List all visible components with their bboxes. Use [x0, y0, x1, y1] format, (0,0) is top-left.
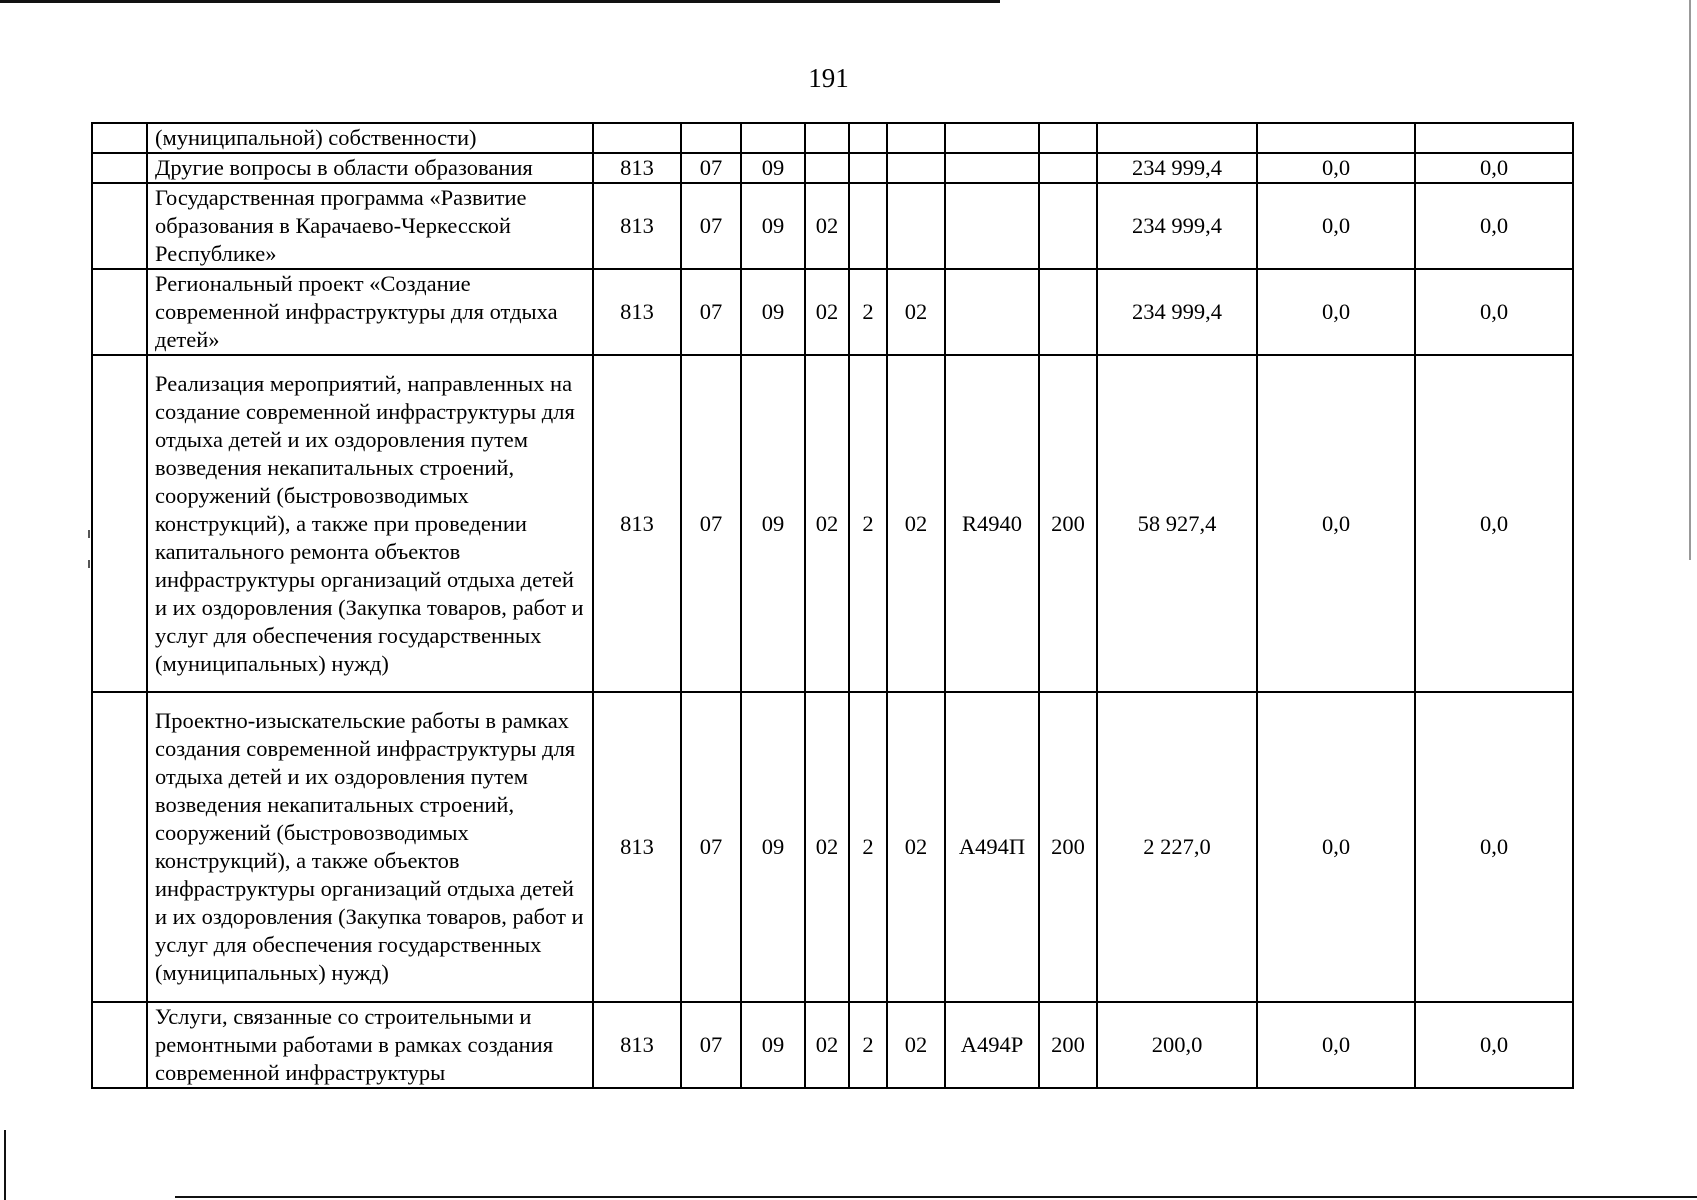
cell-sum3	[1415, 123, 1573, 153]
cell-dir	[945, 123, 1039, 153]
cell-prog	[805, 123, 849, 153]
cell-vr	[1039, 123, 1097, 153]
cell-sub	[849, 153, 887, 183]
cell-ev	[887, 183, 945, 269]
cell-sum2	[1257, 123, 1415, 153]
cell-sum1: 200,0	[1097, 1002, 1257, 1088]
cell-vr	[1039, 183, 1097, 269]
cell-sum3: 0,0	[1415, 692, 1573, 1002]
cell-sum2: 0,0	[1257, 183, 1415, 269]
budget-table	[91, 122, 1574, 1089]
cell-index	[92, 183, 147, 269]
scan-edge-top	[0, 0, 1000, 3]
cell-prog	[805, 153, 849, 183]
cell-name: Региональный проект «Создание современной инфраструктуры для отдыха детей»	[147, 269, 593, 355]
cell-dir	[945, 269, 1039, 355]
cell-rz: 07	[681, 269, 741, 355]
cell-sub: 2	[849, 355, 887, 692]
table-row	[92, 355, 1573, 692]
scan-edge-bottom	[175, 1196, 1697, 1198]
cell-sum3: 0,0	[1415, 355, 1573, 692]
cell-sum1: 234 999,4	[1097, 153, 1257, 183]
cell-pr: 09	[741, 1002, 805, 1088]
cell-index	[92, 1002, 147, 1088]
cell-gr	[593, 123, 681, 153]
cell-name: Услуги, связанные со строительными и ремонтными работами в рамках создания современной инфраструктуры	[147, 1002, 593, 1088]
cell-name: Государственная программа «Развитие образования в Карачаево-Черкесской Республике»	[147, 183, 593, 269]
cell-ev	[887, 153, 945, 183]
cell-pr: 09	[741, 269, 805, 355]
table-row	[92, 692, 1573, 1002]
cell-dir: А494П	[945, 692, 1039, 1002]
cell-vr: 200	[1039, 692, 1097, 1002]
cell-sum1	[1097, 123, 1257, 153]
cell-index	[92, 153, 147, 183]
cell-gr: 813	[593, 183, 681, 269]
cell-sum2: 0,0	[1257, 355, 1415, 692]
page-number: 191	[808, 63, 849, 93]
scan-edge-left	[4, 1130, 6, 1200]
cell-prog: 02	[805, 692, 849, 1002]
cell-vr	[1039, 269, 1097, 355]
cell-dir	[945, 153, 1039, 183]
cell-sub	[849, 123, 887, 153]
cell-index	[92, 355, 147, 692]
cell-gr: 813	[593, 692, 681, 1002]
cell-sub	[849, 183, 887, 269]
cell-rz: 07	[681, 692, 741, 1002]
table-row	[92, 183, 1573, 269]
cell-pr: 09	[741, 692, 805, 1002]
cell-sub: 2	[849, 1002, 887, 1088]
cell-sum3: 0,0	[1415, 269, 1573, 355]
scan-mark	[88, 530, 90, 538]
cell-sum2: 0,0	[1257, 1002, 1415, 1088]
cell-index	[92, 269, 147, 355]
cell-name: Реализация мероприятий, направленных на создание современной инфраструктуры для отдыха детей и их оздоровления путем возведения некапитальных строений, сооружений (быстровозводимых конструкций), а также при проведении капитального ремонта объектов инфраструктуры организаций отдыха детей и их оздоровления (Закупка товаров, работ и услуг для обеспечения государственных (муниципальных) нужд)	[147, 355, 593, 692]
table-row	[92, 1002, 1573, 1088]
cell-sum3: 0,0	[1415, 153, 1573, 183]
cell-ev: 02	[887, 269, 945, 355]
cell-name: Другие вопросы в области образования	[147, 153, 593, 183]
cell-gr: 813	[593, 355, 681, 692]
cell-gr: 813	[593, 269, 681, 355]
cell-name: (муниципальной) собственности)	[147, 123, 593, 153]
cell-sum2: 0,0	[1257, 269, 1415, 355]
table-row	[92, 123, 1573, 153]
cell-rz: 07	[681, 153, 741, 183]
cell-sum1: 2 227,0	[1097, 692, 1257, 1002]
cell-rz: 07	[681, 1002, 741, 1088]
cell-pr: 09	[741, 355, 805, 692]
cell-rz: 07	[681, 355, 741, 692]
cell-gr: 813	[593, 1002, 681, 1088]
cell-sub: 2	[849, 692, 887, 1002]
cell-dir	[945, 183, 1039, 269]
cell-index	[92, 692, 147, 1002]
scan-mark	[88, 560, 90, 568]
cell-prog: 02	[805, 183, 849, 269]
cell-dir: А494Р	[945, 1002, 1039, 1088]
cell-pr: 09	[741, 183, 805, 269]
cell-sum2: 0,0	[1257, 692, 1415, 1002]
cell-pr	[741, 123, 805, 153]
cell-ev: 02	[887, 355, 945, 692]
cell-pr: 09	[741, 153, 805, 183]
table-body	[92, 123, 1573, 1088]
cell-sub: 2	[849, 269, 887, 355]
table-row	[92, 153, 1573, 183]
cell-prog: 02	[805, 269, 849, 355]
cell-vr	[1039, 153, 1097, 183]
cell-rz: 07	[681, 183, 741, 269]
cell-sum3: 0,0	[1415, 1002, 1573, 1088]
cell-gr: 813	[593, 153, 681, 183]
cell-ev	[887, 123, 945, 153]
cell-sum3: 0,0	[1415, 183, 1573, 269]
cell-vr: 200	[1039, 355, 1097, 692]
cell-sum1: 234 999,4	[1097, 183, 1257, 269]
cell-rz	[681, 123, 741, 153]
cell-sum2: 0,0	[1257, 153, 1415, 183]
cell-prog: 02	[805, 1002, 849, 1088]
cell-dir: R4940	[945, 355, 1039, 692]
cell-sum1: 58 927,4	[1097, 355, 1257, 692]
cell-sum1: 234 999,4	[1097, 269, 1257, 355]
cell-ev: 02	[887, 1002, 945, 1088]
scan-edge-right	[1689, 0, 1691, 560]
cell-index	[92, 123, 147, 153]
table-row	[92, 269, 1573, 355]
cell-ev: 02	[887, 692, 945, 1002]
cell-name: Проектно-изыскательские работы в рамках создания современной инфраструктуры для отдыха детей и их оздоровления путем возведения некапитальных строений, сооружений (быстровозводимых конструкций), а также объектов инфраструктуры организаций отдыха детей и их оздоровления (Закупка товаров, работ и услуг для обеспечения государственных (муниципальных) нужд)	[147, 692, 593, 1002]
cell-prog: 02	[805, 355, 849, 692]
cell-vr: 200	[1039, 1002, 1097, 1088]
